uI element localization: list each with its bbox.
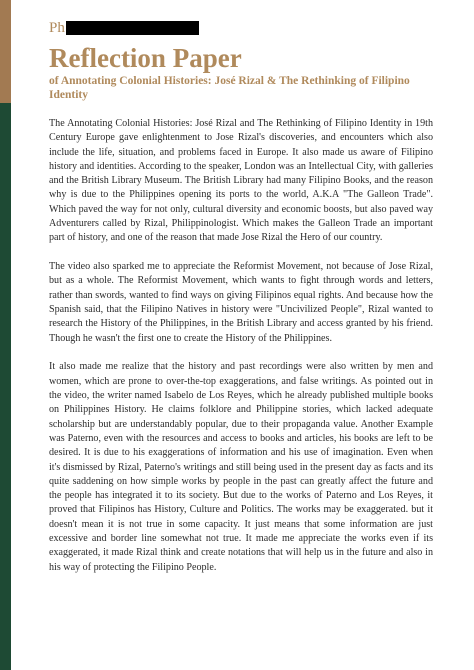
sidebar-accent-green [0,103,11,670]
document-body [49,117,433,589]
author-name-prefix: Ph [49,20,65,36]
page-title: Reflection Paper [49,43,242,73]
redaction-bar [66,21,199,35]
paragraph: The Annotating Colonial Histories: José Rizal and The Rethinking of Filipino Identity in 19th Century Europe gave enlightenment to Jose Rizal's discoveries, and encounters which also include the life, situation, and problems faced in Europe. It also made us aware of Filipino history and identities. According to the speaker, London was an Intellectual City, with galleries and the British Library Museum. The British Library had many Filipino Books, and the reason why is due to the Philippines opening its ports to the world, A.K.A "The Galleon Trade". Which paved the way for not only, cultural diversity and economic boosts, but also paved way Adventurers called by Rizal, Philippinologist. Which makes the Galleon Trade an important part of history, and one of the reason that made Jose Rizal the Hero of our country. [49,118,433,244]
page-subtitle: of Annotating Colonial Histories: José Rizal & The Rethinking of Filipino Identity [49,75,410,101]
paragraph: The video also sparked me to appreciate the Reformist Movement, not because of Jose Rizal, but as a whole. The Reformist Movement, which wants to fight through words and letters, rather than swords, wanted to find ways on giving Filipinos equal rights. And because how the Spanish said, that the Filipino Natives in history were "Uncivilized People", Rizal wanted to research the History of the Philippines, in the British Library and access granted by his friend. Though he wasn't the first one to create the History of the Philippines. [49,261,433,344]
sidebar-accent-gold [0,0,11,103]
author-name-redacted [49,20,199,36]
paragraph: It also made me realize that the history and past recordings were also written by men and women, which are prone to over-the-top exaggerations, and false writings. As pointed out in the video, the writer named Isabelo de Los Reyes, which he already published multiple books on Philippines History. He claims folklore and Philippine stories, which lacked adequate scholarship but are understandably popular, due to their propaganda value. Another Example was Paterno, even with the resources and access to books and articles, his books are left to be desired. It is due to his exaggerations of information and his use of imagination. Even when it's dismissed by Rizal, Paterno's writings and still being used in the present day as facts and its quite saddening on how simple works by people in the past can greatly affect the future and the people has integrated it to its society. But due to the works of Paterno and Los Reyes, it proved that Filipinos has History, Culture and Politics. The works may be exaggerated. but it doesn't mean it is not true in some capacity. It just means that some information are just excessive and border line somewhat not true. It made me appreciate the works even if its exaggerated, it made Rizal think and create notations that will help us in the future and also in his way of protecting the Filipino People. [49,361,433,573]
